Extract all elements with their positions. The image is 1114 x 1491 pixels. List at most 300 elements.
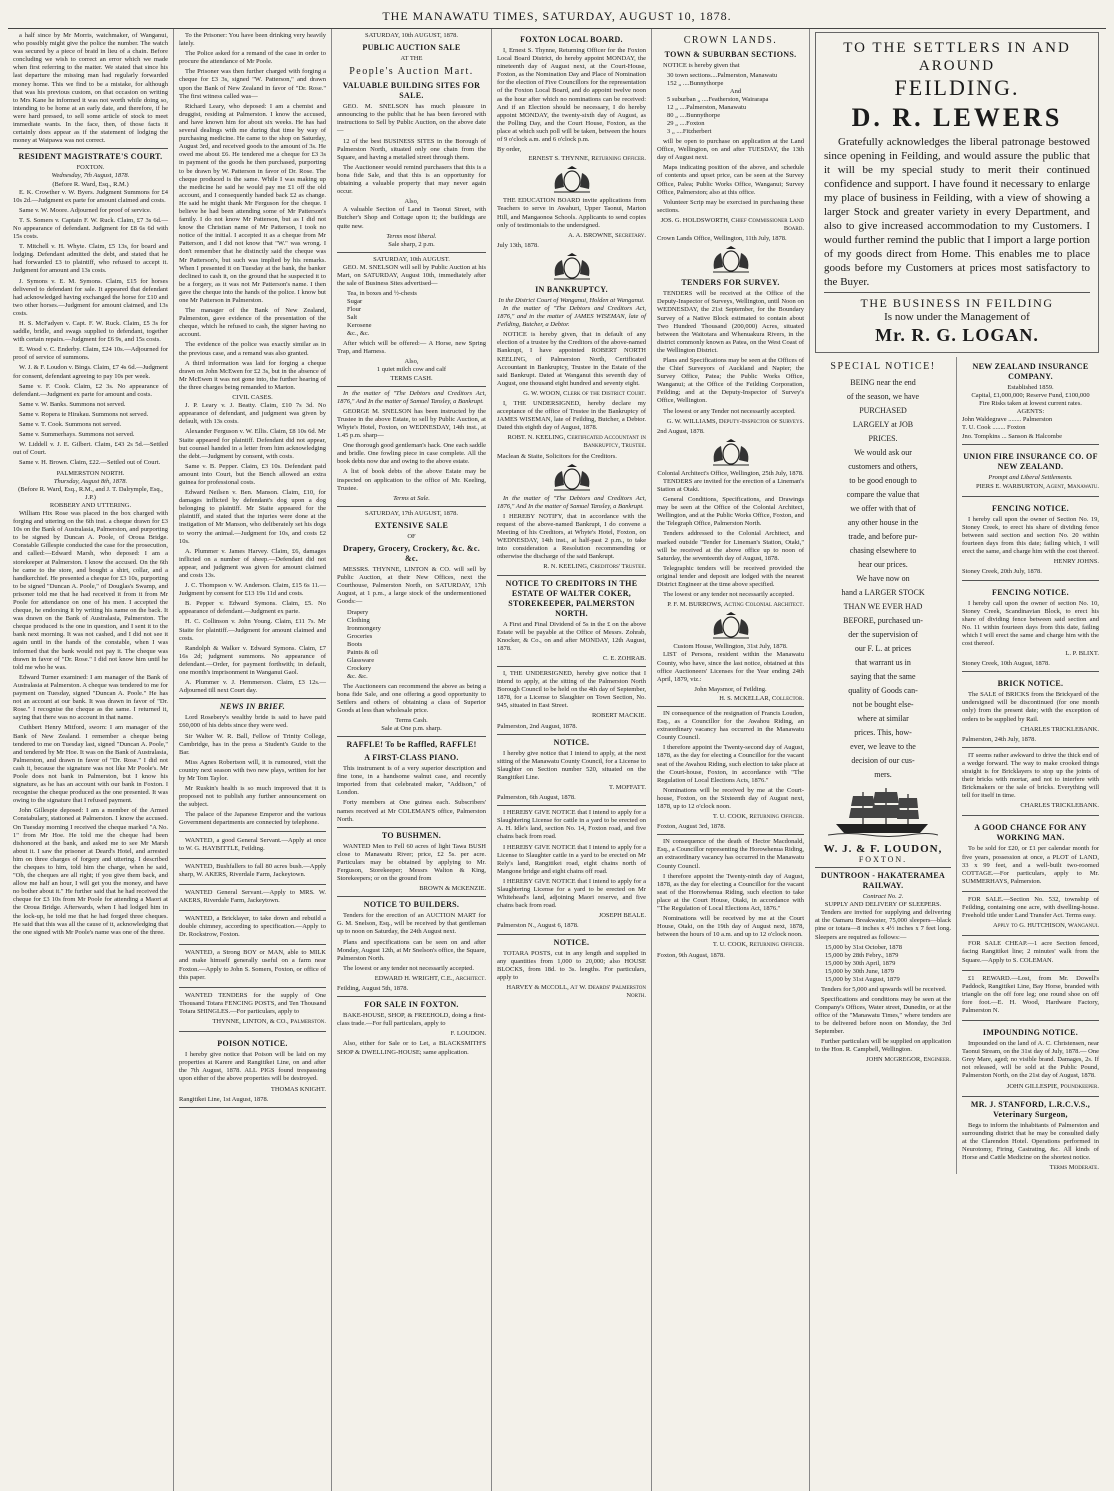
capital: Capital, £1,000,000; Reserve Fund, £100,000 bbox=[971, 392, 1090, 400]
text-line: PURCHASED bbox=[859, 406, 907, 415]
ad-location: Palmerston, 2nd August, 1878. bbox=[497, 722, 578, 730]
article-intro: a half since by Mr Morris, watchmaker, of Wanganui, who possibly might give the police the number. The watch was secured by a piece of braid in lieu of a chain. Before concluding we wish to correct an error which we made when first referring to the matter. We stated that since his last departure the missing man had regularly forwarded money home. This we find to be a mistake, for although that was his previous custom, on that occasion on writing to Mrs Kane he informed it was not worth while doing so, intending to be home at an early date, and therefore, if he were hard pressed, to sell some article of stock to meet immediate wants. In the face, then, of those facts it certainly does appear as if the statement of lodging the money at Waipawa was not correct. bbox=[13, 32, 168, 145]
ad-text: IT seems rather awkward to drive the thick end of a wedge forward. The way to make crooked things straight is for Bricklayers to stop up the joints of their bricks with mortar, and not to interfere with Brickmakers or the sale of bricks. Everything will tell for itself in time. bbox=[962, 751, 1099, 800]
text-line: that warrant us in bbox=[855, 658, 911, 667]
text-line: quality of Goods can- bbox=[848, 686, 918, 695]
list-item: Drapery bbox=[347, 608, 369, 616]
civil-case: Same v. B. Pepper. Claim, £3 10s. Defendant paid amount into Court, but the Bench allowed an extra guinea for professional costs. bbox=[179, 462, 326, 486]
ad-text: I HEREBY GIVE NOTICE that I intend to apply for a License to Slaughter cattle in a yard to be erected on Mr Rely's land, Rangitikei road, eight chains north of Mangone bridge and eight chains off road. bbox=[497, 843, 646, 875]
text-line: any other house in the bbox=[847, 518, 919, 527]
sections-title: TOWN & SUBURBAN SECTIONS. bbox=[664, 50, 797, 59]
ad-text: will be open to purchase on application at the Land Office, Wellington, on and after TUESDAY, the 13th day of August next. bbox=[657, 138, 804, 162]
ad-text: In the matter of "The Debtors and Creditors Act, 1876," And In the matter of Samuel Tansley, a Bankrupt. bbox=[337, 389, 486, 405]
ad-text: The lowest or any tender not necessarily accepted. bbox=[663, 591, 795, 599]
civil-case: A. Plummer v. James Harvey. Claim, £6, damages inflicted on a number of sheep.—Defendant did not appear, and judgment was given for amount claimed and costs 13s. bbox=[179, 547, 326, 579]
court-case: Same v. H. Brown. Claim, £22.—Settled out of Court. bbox=[19, 459, 161, 467]
ad-text: NOTICE is hereby given, that in default of any election of a trustee by the Creditors of the above-named Bankrupt, I have appointed ROBERT NORTH KEELING, of Palmerston North, Certificated Accountant in Bankruptcy, Trustee in the Estate of the said Bankrupt. Dated at Wanganui this seventh day of August, one thousand eight hundred and seventy eight. bbox=[497, 331, 646, 387]
text-line: decision of our cus- bbox=[851, 756, 915, 765]
ad-wanted bbox=[179, 887, 326, 911]
text-line: saying that the same bbox=[850, 672, 916, 681]
established: Established 1859. bbox=[1007, 384, 1054, 391]
ad-for-sale bbox=[962, 894, 1099, 936]
news-item: Lord Rosebery's wealthy bride is said to have paid £60,000 of his debts since they were wed. bbox=[179, 714, 326, 730]
ad-text: I, THE UNDERSIGNED, hereby give notice that I intend to apply, at the sitting of the Palmerston North Borough Council to be held on the 4th day of September, 1878, for a License to Slaughter on Town Section, No. 945, situated in East Street. bbox=[497, 669, 646, 710]
ad-brick-notice bbox=[962, 674, 1099, 748]
lewers-text: Gratefully acknowledges the liberal patronage bestowed since opening in Feilding, and would assure the public that it will be my special study to merit their continued confidence and support. I have found it necessary to enlarge my place of business in Feilding, with a view of showing a larger Stock and greater variety in every Department, and also to give increased accommodation to my Customers. I would further remind the public that I import a large portion of my goods direct from Home. This enables me to place goods before my Customers at prices most satisfactory to the Buyer. bbox=[824, 136, 1090, 288]
ad-title: MR. J. STANFORD, L.R.C.V.S., Veterinary Surgeon, bbox=[970, 1099, 1091, 1119]
ad-text: WANTED TENDERS for the supply of One Thousand Totara FENCING POSTS, and Ten Thousand Totara SHINGLES.—For particulars, apply to bbox=[179, 991, 326, 1015]
court-case: W. Liddell v. J. E. Gilbert. Claim, £43 2s 5d.—Settled out of Court. bbox=[13, 441, 168, 457]
column-6-lower bbox=[815, 357, 1099, 1174]
court-date: Wednesday, 7th August, 1878. bbox=[51, 172, 130, 180]
royal-crest-icon bbox=[549, 165, 595, 195]
ad-text: I HEREBY GIVE NOTICE that I intend to apply for a Slaughtering License for cattle in a yard to be erected on A. H. Idle's land, section No. 14, Foxton road, and five chains back from road. bbox=[497, 809, 646, 841]
article-para: The manager of the Bank of New Zealand, Palmerston, gave evidence of the presentation of the cheque, which he refused to cash, the signer having no account. bbox=[179, 307, 326, 339]
robbery-heading: ROBBERY AND UTTERING. bbox=[49, 501, 132, 509]
ad-text: I therefore appoint the Twenty-ninth day of August, 1878, as the day for electing a Councillor for the vacant seat of the Horowhenua Riding, such election to take place at the Court House, Otaki, in accordance with "The Regulation of Local Elections Act, 1876." bbox=[657, 872, 804, 913]
loudon-name: W. J. & F. LOUDON, bbox=[823, 843, 943, 855]
ad-text: Plans and Specifications may be seen at the Offices of the Chief Surveyors of Auckland and Napier; the Survey Office, Patea; the Public Works Office, Wanganui; at the Office of the Feilding Corporation, Feilding; and at the Deputy-Inspector of Survey's Office, Wellington. bbox=[657, 356, 804, 405]
goods-list bbox=[347, 609, 486, 681]
at-the: AT THE bbox=[400, 55, 423, 63]
ad-signature: HENRY JOHNS. bbox=[1053, 558, 1099, 566]
text-line: of the season, we have bbox=[846, 392, 920, 401]
text-line: customers and others, bbox=[848, 462, 918, 471]
ad-text: Nominations will be received by me at the Court-house, Foxton, on the Sixteenth day of August next, 1878, up to 12 o'clock noon. bbox=[657, 786, 804, 810]
divider bbox=[13, 148, 168, 149]
settlements: Prompt and Liberal Settlements. bbox=[988, 473, 1073, 481]
ad-text: WANTED General Servant.—Apply to MRS. W. AKERS, Riverdale Farm, Jackeytown. bbox=[179, 888, 326, 904]
ad-text: FOR SALE.—Section No. 532, township of Feilding, containing one acre, with dwelling-house. Freehold title under Land Transfer Act. Terms easy. bbox=[962, 895, 1099, 920]
divider bbox=[179, 831, 326, 832]
ad-wanted bbox=[179, 913, 326, 945]
solicitors: Maclean & Staite, Solicitors for the Creditors. bbox=[497, 452, 617, 460]
ad-signature: CHARLES TRICKLEBANK. bbox=[1020, 802, 1099, 810]
ad-text: This instrument is of a very superior description and fine tone, in a handsome walnut case, and recently imported from that celebrated maker, "Addison," of London. bbox=[337, 765, 486, 797]
notice-title: FENCING NOTICE. bbox=[992, 503, 1069, 513]
divider bbox=[497, 805, 646, 806]
court-case: E. Wood v. C. Enderby. Claim, £24 10s.—Adjourned for proof of service of summons. bbox=[13, 346, 168, 362]
sale-date: SATURDAY, 10th AUGUST, 1878. bbox=[364, 32, 459, 39]
court-case: Same v. F. Cook. Claim, £2 3s. No appearance of defendant.—Judgment ex parte for amount and costs. bbox=[13, 382, 168, 398]
text-line: LARGELY at JOB bbox=[852, 420, 914, 429]
local-board-title: FOXTON LOCAL BOARD. bbox=[520, 35, 623, 44]
agent: John Waldegrave ........ Palmerston bbox=[962, 416, 1053, 424]
building-sites-title: VALUABLE BUILDING SITES FOR SALE. bbox=[342, 81, 481, 101]
ad-signature: T. U. COOK, Returning Officer. bbox=[712, 941, 804, 949]
article-para: The Police asked for a remand of the case in order to procure the attendance of Mr Poole. bbox=[179, 50, 326, 66]
raffle-title: RAFFLE! To be Raffled, RAFFLE! bbox=[346, 740, 477, 750]
ad-signature: G. W. WILLIAMS, Deputy-Inspector of Surveys. bbox=[666, 417, 804, 425]
text-line: chasing elsewhere to bbox=[849, 546, 917, 555]
ad-text: Telegraphic tenders will be received provided the original tender and deposit are lodged with the nearest District Engineer at the time above specified. bbox=[657, 564, 804, 589]
civil-cases-heading: CIVIL CASES. bbox=[232, 394, 273, 402]
ad-fencing-notice bbox=[962, 583, 1099, 673]
column-1 bbox=[8, 29, 174, 1491]
ad-text: A list of book debts of the above Estate may be inspected on application to the office of Mr. Keeling, Trustee. bbox=[337, 468, 486, 492]
ad-text: Plans and specifications can be seen on and after Monday, August 12th, at Mr Snelson's office, the Square, Palmerston North. bbox=[337, 938, 486, 962]
ad-location: Palmerston N., August 6, 1878. bbox=[497, 922, 579, 930]
ad-text: MESSRS. THYNNE, LINTON & CO. will sell by Public Auction, at their New Offices, next the Courthouse, Palmerston North, on SATURDAY, 17th August, at 1 p.m., a large stock of the undermentioned Goods:— bbox=[337, 566, 486, 606]
news-in-brief-title: NEWS IN BRIEF. bbox=[219, 702, 286, 712]
lewers-name: D. R. LEWERS bbox=[851, 103, 1063, 132]
ad-text: WANTED, a good General Servant.—Apply at once to W. G. HAYBITTLE, Feilding. bbox=[179, 836, 326, 852]
civil-case: J. P. Leary v. J. Beatty. Claim, £10 7s 3d. No appearance of defendant, and judgment was given by default, with 13s costs. bbox=[179, 402, 326, 426]
divider bbox=[657, 834, 804, 835]
contract-no: Contract No. 2. bbox=[862, 893, 904, 901]
divider bbox=[337, 996, 486, 997]
list-item: Tea, in boxes and ½-chests bbox=[347, 290, 417, 298]
text-line: not be bought else- bbox=[852, 700, 914, 709]
article-para: To the Prisoner: You have been drinking very heavily lately. bbox=[179, 32, 326, 48]
piano-title: A FIRST-CLASS PIANO. bbox=[364, 753, 459, 763]
court-case: T. S. Somers v. Captain F. W. Ruck. Claim, £7 3s 6d.—No appearance of defendant. Judgment for £8 6s 6d with 15s costs. bbox=[13, 216, 168, 241]
sleepers-title: SUPPLY AND DELIVERY OF SLEEPERS. bbox=[824, 901, 942, 909]
ad-text: Further particulars will be supplied on application to the Hon. R. Campbell, Wellington. bbox=[815, 1038, 951, 1054]
terms: Terms most liberal. bbox=[386, 232, 437, 240]
court-case: Same v. Ropera te Hirakau. Summons not served. bbox=[19, 410, 149, 418]
list-item: Flour bbox=[347, 306, 362, 314]
bankruptcy-title: IN BANKRUPTCY. bbox=[535, 284, 608, 294]
foxton-heading: FOXTON. bbox=[76, 164, 105, 172]
column-6 bbox=[810, 29, 1104, 1491]
civil-case: J. C. Thompson v. W. Anderson. Claim, £15 6s 11.—Judgment by consent for £13 19s 11d and costs. bbox=[179, 582, 326, 598]
court-case: W. J. & F. Loudon v. Bings. Claim, £7 4s 6d.—Judgment for consent, defendant agreeing to pay 10s per week. bbox=[13, 364, 168, 380]
ad-signature: THOMAS KNIGHT. bbox=[270, 1085, 326, 1093]
ad-text: I HEREBY GIVE NOTICE that I intend to apply for a Slaughtering License for a yard to be erected on Mr Whitehead's land, adjoining Maori reserve, and five chains back from road. bbox=[497, 877, 646, 910]
list-item: 15,000 by 30th June, 1879 bbox=[825, 967, 894, 975]
ad-text: The SALE of BRICKS from the Brickyard of the undersigned will be discontinued (for one month only) from the present date; with the exception of orders to be supplied by Rail. bbox=[962, 691, 1099, 723]
list-item: &c., &c. bbox=[347, 330, 370, 338]
text-line: BEFORE, purchased un- bbox=[843, 616, 923, 625]
ad-location: Palmerston, 6th August, 1878. bbox=[497, 794, 576, 802]
list-item: 5 suburban „ ....Featherston, Wairarapa bbox=[667, 96, 769, 104]
royal-crest-icon bbox=[549, 252, 595, 282]
agents-heading: AGENTS: bbox=[1016, 408, 1045, 416]
ad-wanted bbox=[179, 947, 326, 987]
for-sale-foxton-title: FOR SALE IN FOXTON. bbox=[364, 1000, 459, 1010]
ad-text: Tenders for the erection of an AUCTION MART for G. M. Snelson, Esq., will be received by that gentleman up to noon on Saturday, the 24th August next. bbox=[337, 912, 486, 936]
text-line: hand a LARGER STOCK bbox=[841, 588, 925, 597]
terms-cash: TERMS CASH. bbox=[390, 374, 433, 382]
sale-time: Sale sharp, 2 p.m. bbox=[388, 240, 435, 248]
column-4 bbox=[492, 29, 652, 1491]
ad-text: A First and Final Dividend of 5s in the £ on the above Estate will be payable at the Office of Messrs. Zohrab, Knocker, & Co., on and after MONDAY, 12th August, 1878. bbox=[497, 620, 646, 652]
ad-signature: ERNEST S. THYNNE, Returning Officer. bbox=[528, 155, 646, 163]
ad-text: Impounded on the land of A. C. Christensen, near Taonui Stream, on the 31st day of July, 1878.— One Grey Mare, aged; no visible brand. Damages, 2s. If not released, will be sold at the Public Pound, Palmerston North, on the 21st day of August, 1878. bbox=[962, 1040, 1099, 1080]
text-line: prices. This, how- bbox=[854, 728, 912, 737]
royal-crest-icon bbox=[708, 611, 754, 641]
ad-text: BAKE-HOUSE, SHOP, & FREEHOLD, doing a first-class trade.—For full particulars, apply to bbox=[337, 1012, 486, 1028]
text-line: to be good enough to bbox=[849, 476, 917, 485]
divider bbox=[824, 292, 1090, 293]
ad-text: £1 REWARD.—Lost, from Mr. Dowell's Paddock, Rangitikei Line, Bay Horse, branded with triangle on the off fore leg; one round shoe on off fore foot.—E. H. Wood, Hardware Factory, Palmerston N. bbox=[962, 974, 1099, 1014]
ad-location: Stoney Creek, 20th July, 1878. bbox=[962, 568, 1042, 576]
list-item: 30 town sections....Palmerston, Manawatu bbox=[667, 72, 778, 80]
court-before: (Before R. Ward, Esq., R.M.) bbox=[52, 180, 129, 188]
ad-text: Volunteer Scrip may be exercised in purchasing these sections. bbox=[657, 198, 804, 214]
ad-bricklayers bbox=[962, 750, 1099, 817]
court-case: H. S. McFadyen v. Capt. F. W. Ruck. Claim, £5 3s for saddle, bridle, and swags supplied to defendant, together with certain repairs.—Judgment for £6 9s, and 15s costs. bbox=[13, 320, 168, 344]
list-item: 152 „ ....Bunnythorpe bbox=[667, 80, 724, 88]
article-para: The Prisoner was then further charged with forging a cheque for £3 3s, signed "W. Patterson," and drawn upon the Bank of New Zealand in favor of "Dr. Rose." The first witness called was— bbox=[179, 68, 326, 100]
railway-title: DUNTROON - HAKATERAMEA RAILWAY. bbox=[820, 871, 946, 891]
ad-location: Palmerston, 24th July, 1878. bbox=[962, 735, 1036, 743]
court-before: (Before R. Ward, Esq., R.M., and J. T. Dalrymple, Esq., J.P.) bbox=[18, 485, 163, 501]
ad-location: Feilding, August 5th, 1878. bbox=[337, 985, 409, 993]
divider bbox=[337, 827, 486, 828]
ad-signature: EDWARD H. WRIGHT, C.E., Architect. bbox=[374, 974, 486, 982]
ad-text: Tenders addressed to the Colonial Architect, and marked outside "Tender for Lineman's Station, Otaki," will be received at the above office up to noon of Saturday, the seventeenth day of August, 1878. bbox=[657, 530, 804, 562]
ad-signature: ROBERT MACKIE. bbox=[591, 712, 646, 720]
ad-text: Nominations will be received by me at the Court House, Otaki, on the 19th day of August next, 1878, between the hours of 10 a.m. and up to 12 o'clock noon. bbox=[657, 915, 804, 939]
ad-text: I hereby give notice that Poison will be laid on my properties at Karere and Rangitikei Line, on and after the 7th August, 1878. ALL PIGS found trespassing upon either of the above properties will be destroyed. bbox=[179, 1051, 326, 1083]
list-item: Boots bbox=[347, 640, 363, 648]
ad-signature: CHARLES TRICKLEBANK. bbox=[1020, 725, 1099, 733]
news-item: Miss Agnes Robertson will, it is rumoured, visit the country next season with two new plays, written for her by Mr Tom Taylor. bbox=[179, 758, 326, 782]
agent: T. U. Cook ........ Foxton bbox=[962, 424, 1026, 432]
ad-text: In the matter of "The Debtors and Creditors Act, 1876," and in the matter of JAMES WISEMAN, late of Feilding, Butcher, a Debtor. bbox=[497, 304, 646, 329]
divider bbox=[815, 867, 951, 868]
article-para: Richard Leary, who deposed: I am a chemist and druggist, residing at Palmerston. I know the accused, and have known him for about six weeks. He has had several dealings with me during that time by way of purchasing medicine. He came to the shop on Saturday, August 3rd, and received goods to the amount of 3s. He owed me about £6. He tendered me a cheque for £3 3s in payment of the goods he then purchased, purporting to be drawn by W. Patterson in favor of Dr. Rose. The cheque produced is the same. While I was making up the medicine he said he would pay me £1 off the old account, and I consequently handed back £2 as change. He said he might thank Mr Ferguson for the cheque. I believe he had been attending some of Mr Patterson's family. I do not know Mr Patterson, but as I did not know the Christian name of Mr Patterson, I took no notice of the initial. I accepted it as a cheque from Mr Patterson, and I did not know that "W." was wrong. I don't remember that he distinctly said the cheque was Mr Patterson's, but such was implied by his remarks. When I presented it on Tuesday at the bank, the banker declined to cash it, on the ground that he suspected it to be a forgery, as it was not Mr Patterson's name. I then gave the cheque into the hands of the police. I know but one Mr Patterson in Palmerston. bbox=[179, 102, 326, 304]
ad-signature: JOSEPH BEALE. bbox=[598, 912, 646, 920]
divider bbox=[497, 934, 646, 935]
crown-lands-title: CROWN LANDS. bbox=[683, 35, 778, 46]
divider bbox=[657, 706, 804, 707]
list-item: Sugar bbox=[347, 298, 363, 306]
divider bbox=[337, 252, 486, 253]
list-item: 15,000 by 28th Febry., 1879 bbox=[825, 951, 899, 959]
lewers-advert bbox=[815, 32, 1099, 353]
ad-text: GEO. M. SNELSON will sell by Public Auction at his Mart, on SATURDAY, August 10th, immediately after the sale of Business Sites advertised— bbox=[337, 263, 486, 288]
ad-veterinary bbox=[962, 1100, 1099, 1173]
ad-location: Foxton, August 3rd, 1878. bbox=[657, 823, 726, 831]
divider bbox=[337, 386, 486, 387]
civil-case: Edward Neilsen v. Ben. Manson. Claim, £10, for damages inflicted by defendant's dog upon a dog belonging to plaintiff. Mr Staite appeared for the plaintiff, and stated that the injuries were done at the instigation of Mr Manson, who deliberately set his dogs to worry the animal.—Judgment for 10s, and costs £2 10s. bbox=[179, 489, 326, 545]
rm-court-title: RESIDENT MAGISTRATE'S COURT. bbox=[18, 152, 163, 162]
ad-text: WANTED, a Bricklayer, to take down and rebuild a double chimney, according to specification.—Apply to Dr. Rockstrow, Foxton. bbox=[179, 915, 326, 939]
insurance-title: NEW ZEALAND INSURANCE COMPANY. bbox=[972, 362, 1089, 381]
civil-case: B. Pepper v. Edward Symons. Claim, £5. No appearance of defendant.—Judgment ex parte. bbox=[179, 600, 326, 616]
survey-tenders-title: TENDERS FOR SURVEY. bbox=[681, 278, 780, 288]
civil-case: H. C. Collinson v. John Young. Claim, £11 7s. Mr Staite for plaintiff.—Judgment for amount claimed and costs. bbox=[179, 618, 326, 642]
ad-text: I hereby give notice that I intend to apply, at the next sitting of the Manawatu County Council, for a License to Slaughter on Section number 520, situated on the Rangitikei Line. bbox=[497, 749, 646, 781]
text-line: mers. bbox=[874, 770, 892, 779]
ad-text: TENDERS will be received at the Office of the Deputy-Inspector of Surveys, Wellington, until Noon on WEDNESDAY, the 21st September, for the Boundary Survey of a Native Block estimated to contain about Two Hundred Thousand (200,000) Acres, situated between the Waitotara and Whenuakura Rivers, in the district commonly known as Patea, on the West Coast of the Wellington District. bbox=[657, 290, 804, 354]
ad-text: In the matter of "The Debtors and Creditors Act, 1876," And In the matter of Samuel Tansley, a Bankrupt. bbox=[497, 494, 646, 510]
text-line: where at similar bbox=[857, 714, 909, 723]
ad-text: Also, either for Sale or to Let, a BLACKSMITH'S SHOP & DWELLING-HOUSE; same application. bbox=[337, 1040, 486, 1056]
ad-text: To be sold for £20, or £1 per calendar month for five years, possession at once, a PLOT of LAND, 33 x 99 feet, and a well-built two-roomed COTTAGE.—For particulars, apply to Mr. SUMMERHAYS, Palmerston. bbox=[962, 845, 1099, 885]
of: OF bbox=[407, 532, 416, 540]
sale-date: SATURDAY, 17th AUGUST, 1878. bbox=[364, 509, 459, 517]
ad-signature: PIERS E. WARBURTON, Agent, Manawatu. bbox=[976, 482, 1099, 490]
sections-list bbox=[667, 72, 804, 136]
ad-for-sale-cheap bbox=[962, 938, 1099, 970]
court-case: Same v. W. Banks. Summons not served. bbox=[19, 400, 126, 408]
ad-impounding bbox=[962, 1023, 1099, 1097]
list-item: 80 „ ....Bunnythorpe bbox=[667, 112, 721, 120]
ad-text: FOR SALE CHEAP.—1 acre Section fenced, facing Rangitikei line; 2 minutes' walk from the Square.—Apply to S. COLEMAN. bbox=[962, 940, 1099, 964]
text-line: compare the value that bbox=[846, 490, 920, 499]
terms: Terms at Sale. bbox=[393, 494, 430, 502]
text-line: ever, we leave to the bbox=[850, 742, 916, 751]
ad-reward bbox=[962, 973, 1099, 1021]
column-5 bbox=[652, 29, 810, 1491]
ad-poison-notice bbox=[179, 1034, 326, 1108]
sale-time: Sale at One p.m. sharp. bbox=[381, 724, 442, 732]
text-line: we offer with that of bbox=[850, 504, 916, 513]
ad-signature: H. S. McKELLAR, Collector. bbox=[719, 694, 804, 702]
ad-date: July 13th, 1878. bbox=[497, 241, 539, 249]
ad-location: Crown Lands Office, Wellington, 11th July, 1878. bbox=[657, 235, 787, 243]
robbery-text: William Hix Rose was placed in the box charged with forging and uttering on the 6th inst. a cheque drawn for £3 10s on the Bank of Australasia, Palmerston, and purporting to be signed by Duncan A. Poole, of Oroua Bridge. Constable Gillespie conducted the case for the prosecution, and called:—Edward Marsh, who deposed: I am a storekeeper at Palmerston. I know the accused. On the 6th he came to the store, and bought a shirt, collar, and a handkerchief. He presented a cheque for £3 10s, purporting to be signed "Duncan A. Poole," of Douglas's Swamp, and prisoner told me that he had received it from it from Mr Poole for attendance on one of his men. I accepted the cheque, he endorsing it by writing his name on the back. It was drawn on the Bank of Australasia, Palmerston. The cheque produced is the one in question, and I sent it to the bank next morning. It was not cashed, and I did not see it again until in the hands of the constable, when I was informed that the bank would not pay it. The cheque was drawn in favor of "Dr. Rose." I did not know him until he told me who he was. bbox=[13, 509, 168, 671]
goods-list bbox=[347, 290, 486, 338]
ad-union-fire bbox=[962, 447, 1099, 497]
list-item: Salt bbox=[347, 314, 358, 322]
text-line: trade, and before pur- bbox=[848, 532, 918, 541]
auction-mart-title: People's Auction Mart. bbox=[349, 66, 474, 78]
ad-text: Tenders for 5,000 and upwards will be received. bbox=[821, 985, 947, 993]
divider bbox=[497, 666, 646, 667]
divider bbox=[497, 734, 646, 735]
pn-heading: PALMERSTON NORTH. bbox=[56, 469, 125, 477]
poison-title: POISON NOTICE. bbox=[217, 1039, 288, 1049]
ad-text: IN consequence of the death of Hector Macdonald, Esq., a Councillor representing the Horowhenua Riding, an extraordinary vacancy has occurred in the Manawatu County Council. bbox=[657, 838, 804, 870]
list-item: 29 „ ....Foxton bbox=[667, 120, 705, 128]
royal-crest-icon bbox=[708, 438, 754, 468]
list-item: Crockery bbox=[347, 664, 372, 672]
ad-good-chance bbox=[962, 818, 1099, 891]
special-notice-title: SPECIAL NOTICE! bbox=[830, 361, 936, 372]
ad-text: The lowest or any Tender not necessarily accepted. bbox=[663, 407, 796, 415]
ad-signature: JOS. G. HOLDSWORTH, Chief Commissioner Land Board. bbox=[660, 216, 804, 233]
list-item: Glassware bbox=[347, 656, 375, 664]
court-case: J. Symons v. E. M. Symons. Claim, £15 for horses delivered to defendant for sale. It appeared that defendant had acknowledged having exchanged the horse for £10 and two other horses.—Judgment for amount claimed, and 13s costs. bbox=[13, 277, 168, 317]
ad-fencing-notice bbox=[962, 499, 1099, 581]
agent: Jno. Tompkins ... Sanson & Halcombe bbox=[962, 432, 1062, 440]
settlers-heading: TO THE SETTLERS IN AND AROUND bbox=[843, 40, 1071, 74]
text-line: der the supervision of bbox=[848, 630, 918, 639]
columns bbox=[8, 29, 1106, 1491]
notice-title: BRICK NOTICE. bbox=[997, 679, 1064, 689]
terms: Terms Cash. bbox=[395, 716, 428, 724]
royal-crest-icon bbox=[549, 463, 595, 493]
ad-nz-insurance bbox=[962, 357, 1099, 445]
text-line: BEING near the end bbox=[850, 378, 916, 387]
builders-title: NOTICE TO BUILDERS. bbox=[363, 900, 460, 910]
ad-signature: BROWN & McKENZIE. bbox=[419, 885, 486, 893]
ad-signature: Apply to G. HUTCHISON, Wanganui. bbox=[993, 922, 1099, 930]
list-item: 15,000 by 30th April, 1879 bbox=[825, 959, 896, 967]
court-case: T. Mitchell v. H. Whyte. Claim, £5 13s, for board and lodging. Defendant admitted the debt, and stated that he had forwarded £3 to plaintiff, who refused to accept it. Judgment for amount and 13s costs. bbox=[13, 243, 168, 275]
news-item: The palace of the Japanese Emperor and the various Government departments are connected by telephone. bbox=[179, 811, 326, 827]
also: Also, bbox=[404, 198, 419, 206]
divider bbox=[337, 736, 486, 737]
notice-title: NOTICE. bbox=[553, 737, 590, 747]
ad-text: TOTARA POSTS, cut in any length and supplied in any quantities from 1,000 to 20,000; also HOUSE BLOCKS, from 18d. to 3s. lengths. For particulars, apply to bbox=[497, 949, 646, 981]
column-3 bbox=[332, 29, 492, 1491]
sleepers-schedule bbox=[825, 944, 951, 984]
ad-signature: ROBT. N. KEELING, Certificated Accountant in Bankruptcy, Trustee. bbox=[507, 434, 646, 450]
notice-title: NOTICE. bbox=[553, 937, 590, 947]
ad-text: IN consequence of the resignation of Francis Loudon, Esq., as a Councillor for the Awahou Riding, an extraordinary vacancy has occurred in the Manawatu County Council. bbox=[657, 709, 804, 742]
ad-text: WANTED, a Strong BOY or MAN, able to MILK and make himself generally useful on a farm near Foxton.—Apply to John S. Somers, Foxton, or office of this paper. bbox=[179, 949, 326, 981]
list-item: Paints & oil bbox=[347, 648, 379, 656]
ad-signature: THYNNE, LINTON, & CO., Palmerston. bbox=[212, 1018, 326, 1026]
feilding-heading: FEILDING. bbox=[894, 75, 1020, 100]
management-line: Is now under the Management of bbox=[884, 311, 1030, 323]
ad-title: A GOOD CHANCE FOR ANY WORKING MAN. bbox=[974, 823, 1087, 843]
ad-text: NOTICE is hereby given that bbox=[663, 62, 740, 69]
ad-signature: F. LOUDON. bbox=[450, 1030, 486, 1038]
ad-text: 12 of the best BUSINESS SITES in the Borough of Palmerston North, situated only one chain from the Square, and having a metalled street through them. bbox=[337, 137, 486, 161]
cow-item: 1 quiet milch cow and calf bbox=[376, 366, 447, 374]
ad-text: One thorough good gentleman's hack. One each saddle and bridle. One fowling piece in case complete. All the book debts now due and owing to the above estate. bbox=[337, 442, 486, 466]
ad-signature: R. N. KEELING, Creditors' Trustee. bbox=[543, 563, 646, 571]
insurance-title: UNION FIRE INSURANCE CO. OF NEW ZEALAND. bbox=[963, 451, 1098, 471]
divider bbox=[179, 698, 326, 699]
ad-text: I, THE UNDERSIGNED, hereby declare my acceptance of the office of Trustee in the Bankruptcy of JAMES WISEMAN, late of Feilding, Butcher, a Debtor. Dated this eighth day of August, 1878. bbox=[497, 400, 646, 432]
text-line: We would ask our bbox=[854, 448, 912, 457]
civil-case: Alexander Ferguson v. W. Ellis. Claim, £8 10s 6d. Mr Staite appeared for plaintiff. Defendant did not appear, but counsel handed in a letter from him acknowledging the debt.—Judgment by consent, with costs. bbox=[179, 428, 326, 460]
court-case: E. K. Crowther v. W. Byers. Judgment Summons for £4 10s 2d.—Judgment ex parte for amount claimed and costs. bbox=[13, 188, 168, 204]
ad-text: WANTED Men to Fell 60 acres of light Tawa BUSH close to Manawatu River; price, £2 5s. per acre. Particulars may be obtained by applying to Mr. Ferguson, Storekeeper; Messrs Walton & King, Storekeepers; or on the ground from bbox=[337, 842, 486, 883]
ad-signature: HARVEY & McCOLL, At W. Deards' Palmerston North. bbox=[506, 983, 646, 999]
robbery-text: Edward Turner examined: I am manager of the Bank of Australasia at Palmerston. A cheque was tendered to me for payment on Tuesday, signed "Duncan A. Poole." He has not an account at our bank. It was drawn in favor of "Dr. Rose." I recognise the cheque as the same. I returned it, saying that there was no account in that name. bbox=[13, 673, 168, 722]
drapery-title: Drapery, Grocery, Crockery, &c. &c. &c. bbox=[342, 544, 481, 564]
bushmen-title: TO BUSHMEN. bbox=[381, 830, 442, 840]
ad-signature: P. F. M. BURROWS, Acting Colonial Architect. bbox=[667, 601, 804, 609]
list-item: 12 „ ....Palmerston, Manawatu bbox=[667, 104, 747, 112]
public-auction-title: PUBLIC AUCTION SALE bbox=[362, 43, 461, 53]
ad-wanted-tenders bbox=[179, 990, 326, 1032]
court-case: Same v. W. Moore. Adjourned for proof of service. bbox=[19, 206, 152, 214]
text-line: THAN WE EVER HAD bbox=[843, 602, 923, 611]
text-line: our F. L. at prices bbox=[854, 644, 912, 653]
ad-signature: G. W. WOON, Clerk of the District Court. bbox=[523, 389, 646, 397]
ad-text: I, Ernest S. Thynne, Returning Officer for the Foxton Local Board District, do hereby appoint MONDAY, the nineteenth day of August next, at the Court-House, Foxton, as the Nomination Day and Place of Nomination for the election of Five Councillors for the representation of the Foxton Local Board, and do appoint twelve noon as the hour after which no nominations can be received: And if an Election should be necessary, I do hereby appoint MONDAY, the twenty-sixth day of August, as the Polling Day, and the Court House, Foxton, as the place at which such poll will be taken, between the hours of 9 o'clock a.m. and 6 o'clock p.m. bbox=[497, 47, 646, 144]
ad-text: A valuable Section of Land in Taonui Street, with Butcher's Shop and Cottage upon it; the buildings are quite new. bbox=[337, 206, 486, 230]
creditors-notice-title: NOTICE TO CREDITORS IN THE ESTATE OF WALTER COKER, STOREKEEPER, PALMERSTON NORTH. bbox=[505, 578, 638, 618]
list-item: Kerosene bbox=[347, 322, 372, 330]
fire-risks: Fire Risks taken at lowest current rates. bbox=[979, 400, 1082, 408]
list-item: 15,000 by 31st October, 1878 bbox=[825, 943, 903, 951]
ad-text: After which will be offered:— A Horse, new Spring Trap, and Harness. bbox=[337, 340, 486, 356]
ad-text: General Conditions, Specifications, and Drawings may be seen at the Office of the Colonial Architect, Wellington, and at the Public Works Office, Foxton, and the Telegraph Office, Palmerston North. bbox=[657, 496, 804, 528]
ad-signature: JOHN GILLESPIE, Poundkeeper. bbox=[1006, 1082, 1099, 1090]
column-2 bbox=[174, 29, 332, 1491]
ad-text: GEO. M. SNELSON has much pleasure in announcing to the public that he has been favored with instructions to Sell by Public Auction, on the above date— bbox=[337, 103, 486, 135]
notice-title: FENCING NOTICE. bbox=[992, 587, 1069, 597]
text-line: We have now on bbox=[856, 574, 910, 583]
ad-location: Foxton, 9th August, 1878. bbox=[657, 951, 725, 959]
robbery-text: John Gillespie deposed: I am a member of the Armed Constabulary, stationed at Palmerston. I know the accused. On Tuesday morning I received the cheque marked "A No. 1" from Mr Hoe. He told me the cheque had been dishonored at the bank, and asked me to see Mr Marsh about it. I saw the prisoner at Deard's Hotel, and arrested him on three charges of forgery and uttering. I described the cheques to him, told him the charge, when he said, "Oh, the cheques are all right; if you give them back, and allow me half an hour, I will get you the money, and have no bother about it." He further said that he had received the cheque for £3 10s from Mr Poole for attending a Maori at the Oroua Bridge. Afterwards, when I had lodged him in the lock-up, he told me that he had forged three cheques. He said that this was all the cause of it, acknowledging that the one signed with Mr Poole's name was one of the three. bbox=[13, 807, 168, 936]
extensive-sale-title: EXTENSIVE SALE bbox=[374, 520, 449, 530]
ad-text: THE EDUCATION BOARD invite applications from Teachers to serve in Awahuri, Upper Taonui, Marton Hill, and Mangaonoa Schools. Applicants to send copies only of testimonials to the undersigned. bbox=[497, 197, 646, 229]
small-ads bbox=[957, 357, 1099, 1174]
ad-text: LIST of Persons, resident within the Manawatu County, who have, since the last notice, obtained at this office Auctioneers' Licenses for the Year ending 24th April, 1879, viz.: bbox=[657, 651, 804, 683]
loudon-town: FOXTON. bbox=[858, 855, 908, 864]
ad-text: Begs to inform the inhabitants of Palmerston and surrounding district that he may be consulted daily at the Clarendon Hotel. Operations performed in Neurotomy, Firing, Castrating, &c. All kinds of Horse and Cattle Medicine on the shortest notice. bbox=[962, 1121, 1099, 1161]
court-date: Thursday, August 8th, 1878. bbox=[53, 477, 128, 485]
by-order: By order, bbox=[497, 146, 522, 154]
ad-text: Forty members at One guinea each. Subscribers' names received at Mr COLEMAN'S office, Palmerston North. bbox=[337, 799, 486, 823]
list-item: 15,000 by 31st August, 1879 bbox=[825, 975, 900, 983]
notice-title: IMPOUNDING NOTICE. bbox=[982, 1028, 1079, 1038]
news-item: Mr Ruskin's health is so much improved that it is proposed not to publish any further announcement on the subject. bbox=[179, 785, 326, 809]
court-case: Same v. Summerhays. Summons not served. bbox=[19, 431, 135, 439]
